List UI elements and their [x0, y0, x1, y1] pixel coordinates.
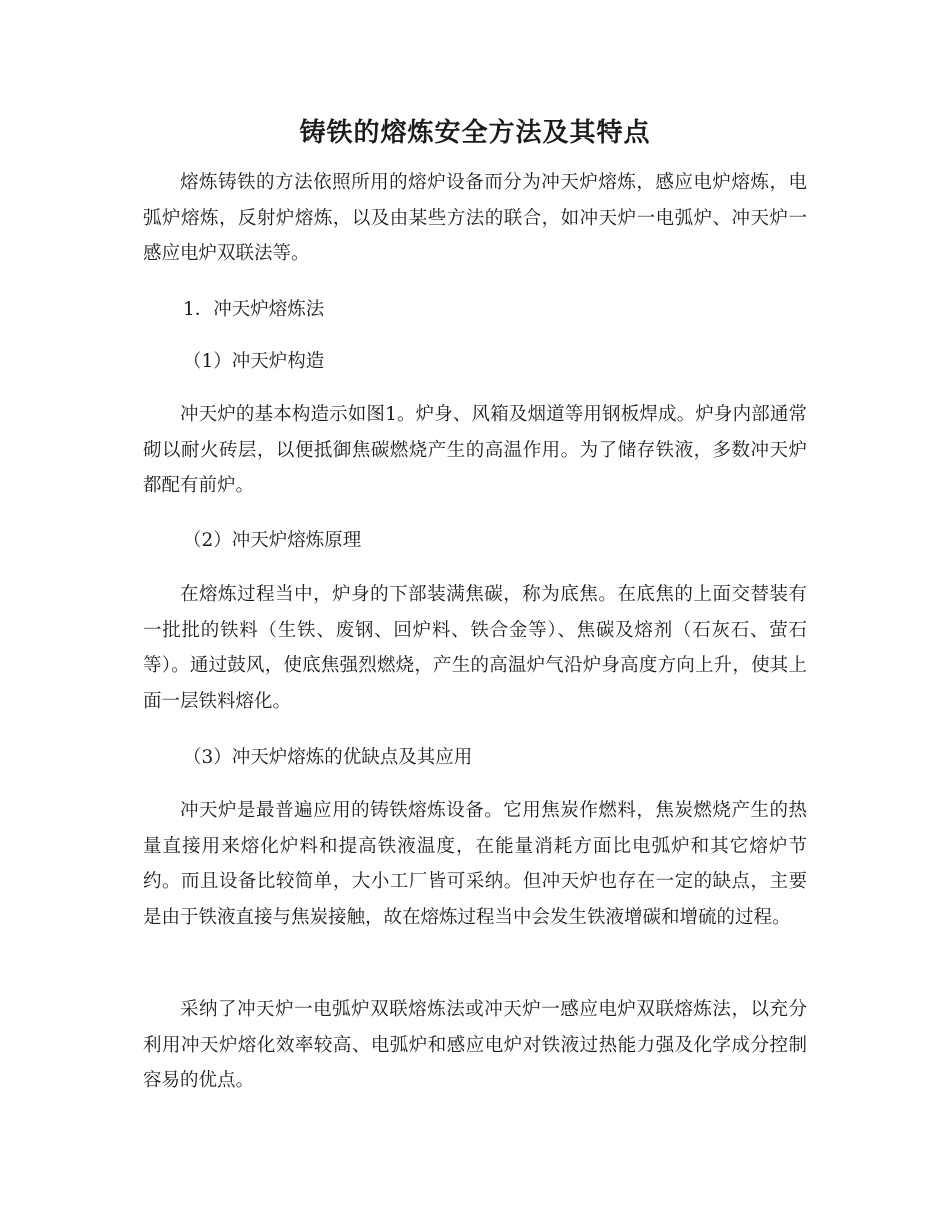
section-heading-1: 1．冲天炉熔炼法 [183, 299, 325, 320]
subsection-3-paragraph: 冲天炉是最普遍应用的铸铁熔炼设备。它用焦炭作燃料，焦炭燃烧产生的热量直接用来熔化炉料和提高铁液温度，在能量消耗方面比电弧炉和其它熔炉节约。而且设备比较简单，大小工厂皆可采纳。但冲天炉也存在一定的缺点，主要是由于铁液直接与焦炭接触，故在熔炼过程当中会发生铁液增碳和增硫的过程。 [143, 800, 807, 928]
subsection-3-paragraph-2: 采纳了冲天炉一电弧炉双联熔炼法或冲天炉一感应电炉双联熔炼法，以充分利用冲天炉熔化效率较高、电弧炉和感应电炉对铁液过热能力强及化学成分控制容易的优点。 [143, 999, 807, 1091]
subsection-heading-3: （3）冲天炉熔炼的优缺点及其应用 [183, 747, 473, 768]
intro-paragraph: 熔炼铸铁的方法依照所用的熔炉设备而分为冲天炉熔炼，感应电炉熔炼，电弧炉熔炼，反射炉熔炼，以及由某些方法的联合，如冲天炉一电弧炉、冲天炉一感应电炉双联法等。 [143, 172, 807, 264]
subsection-heading-2: （2）冲天炉熔炼原理 [183, 530, 362, 551]
subsection-1-paragraph: 冲天炉的基本构造示如图1。炉身、风箱及烟道等用钢板焊成。炉身内部通常砌以耐火砖层，以便抵御焦碳燃烧产生的高温作用。为了储存铁液，多数冲天炉都配有前炉。 [143, 404, 807, 496]
subsection-heading-1: （1）冲天炉构造 [183, 351, 325, 372]
subsection-2-paragraph: 在熔炼过程当中，炉身的下部装满焦碳，称为底焦。在底焦的上面交替装有一批批的铁料（生铁、废钢、回炉料、铁合金等）、焦碳及熔剂（石灰石、萤石等）。通过鼓风，使底焦强烈燃烧，产生的高温炉气沿炉身高度方向上升，使其上面一层铁料熔化。 [143, 584, 807, 712]
document-title: 铸铁的熔炼安全方法及其特点 [299, 118, 651, 148]
